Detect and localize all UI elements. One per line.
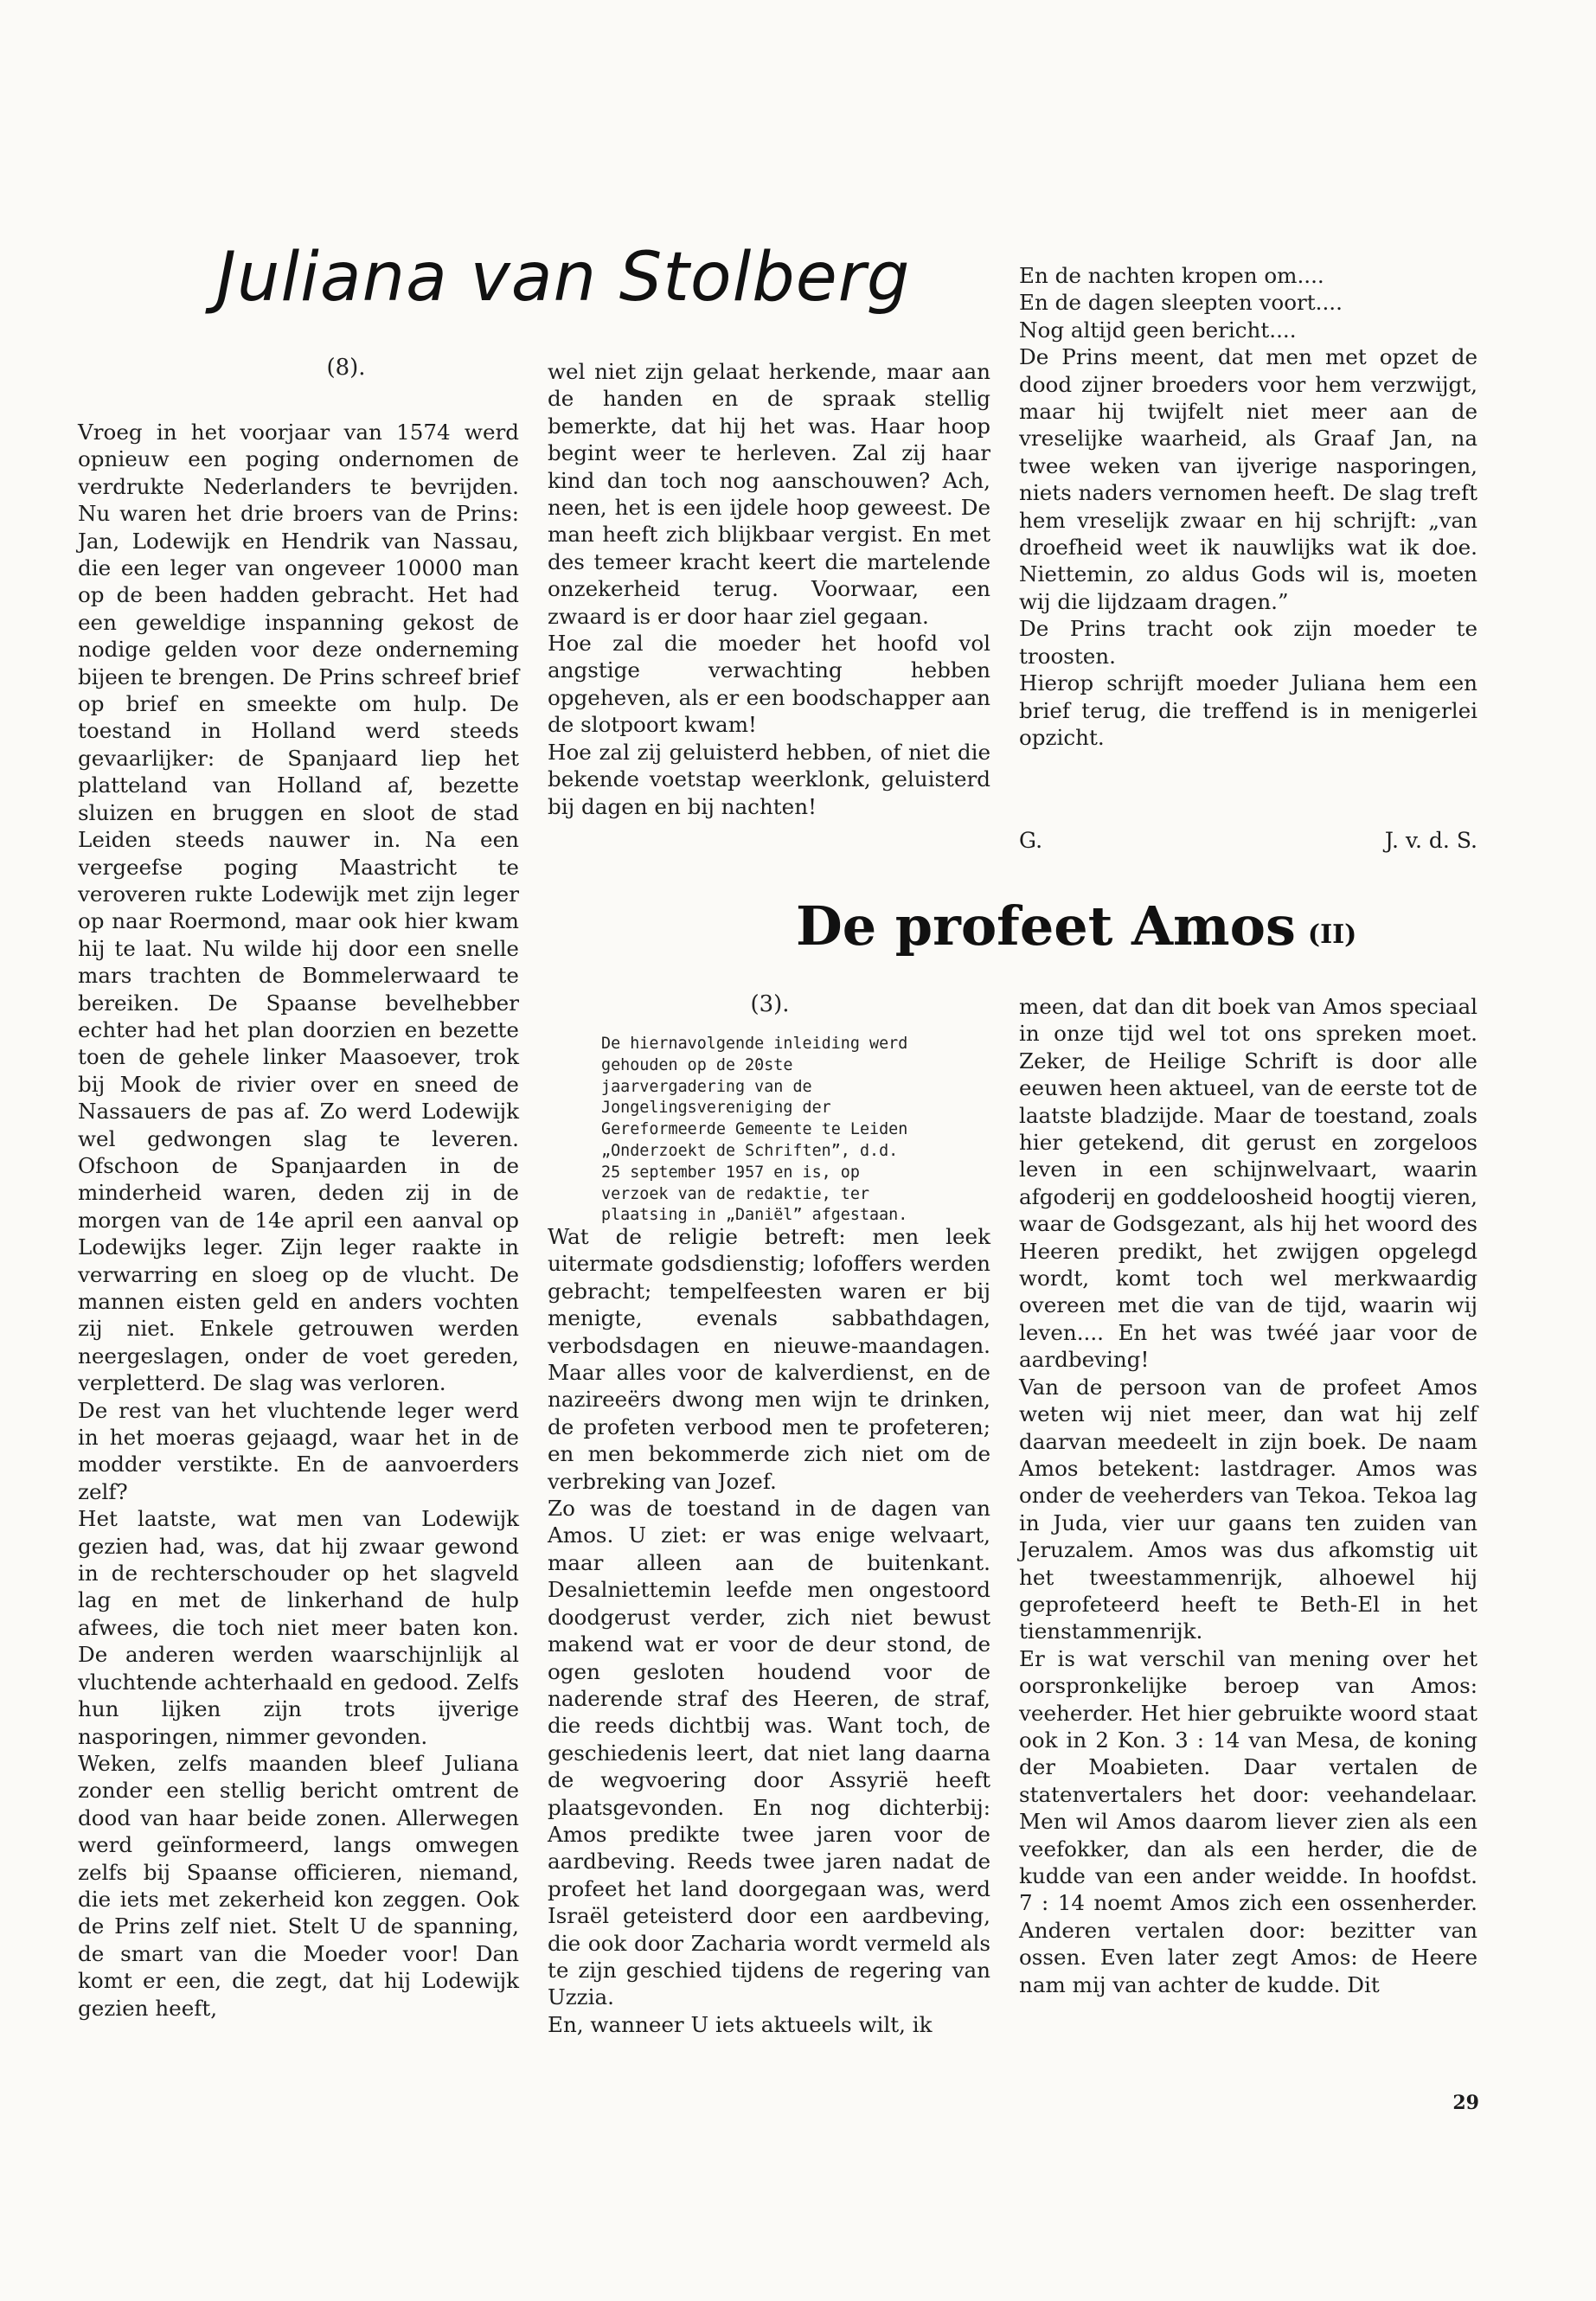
article2-column-2	[548, 1223, 990, 2038]
paragraph: De Prins tracht ook zijn moeder te troosten.	[1019, 616, 1477, 669]
paragraph: De rest van het vluchtende leger werd in het moeras gejaagd, waar het in de modder verstikte. En de aanvoerders zelf?	[78, 1397, 519, 1504]
paragraph: Het laatste, wat men van Lodewijk gezien had, was, dat hij zwaar gewond in de rechterschouder op het slagveld lag en met de linkerhand de hulp afwees, die toch niet meer baten kon. De anderen werden waarschijnlijk al vluchtende achterhaald en gedood. Zelfs hun lijken zijn trots ijverige nasporingen, nimmer gevonden.	[78, 1506, 519, 1749]
paragraph: Zo was de toestand in de dagen van Amos. U ziet: er was enige welvaart, maar alleen aan de buitenkant. Desalniettemin leefde men ongestoord doodgerust verder, zich niet bewust makend wat er voor de deur stond, de ogen gesloten houdend voor de naderende straf des Heeren, de straf, die reeds dichtbij was. Want toch, de geschiedenis leert, dat niet lang daarna de wegvoering door Assyrië heeft plaatsgevonden. En nog dichterbij: Amos predikte twee jaren voor de aardbeving. Reeds twee jaren nadat de profeet het land doorgegaan was, werd Israël geteisterd door een aardbeving, die ook door Zacharia wordt vermeld als te zijn geschied tijdens de regering van Uzzia.	[548, 1496, 990, 2010]
article1-part-number: (8).	[326, 355, 366, 381]
page-number: 29	[1452, 2092, 1479, 2114]
verse-line: Nog altijd geen bericht....	[1019, 317, 1297, 343]
paragraph: Hierop schrijft moeder Juliana hem een brief terug, die treffend is in menigerlei opzicht.	[1019, 670, 1477, 750]
article1-title: Juliana van Stolberg	[216, 239, 911, 317]
paragraph: Er is wat verschil van mening over het oorspronkelijke beroep van Amos: veeherder. Het hier gebruikte woord staat ook in 2 Kon. 3 : 14 van Mesa, de koning der Moabieten. Daar vertalen de statenvertalers het door: veehandelaar. Men wil Amos daarom liever zien als een veefokker, dan als een herder, die de kudde van een ander weidde. In hoofdst. 7 : 14 noemt Amos zich een ossenherder. Anderen vertalen door: bezitter van ossen. Even later zegt Amos: de Heere nam mij van achter de kudde. Dit	[1019, 1645, 1477, 1997]
paragraph: Wat de religie betreft: men leek uitermate godsdienstig; lofoffers werden gebracht; tempelfeesten waren er bij menigte, evenals sabbathdagen, verbodsdagen en nieuwe-maandagen. Maar alles voor de kalverdienst, en de nazireeërs dwong men wijn te drinken, de profeten verbood men te profeteren; en men bekommerde zich niet om de verbreking van Jozef.	[548, 1224, 990, 1494]
article1-signature	[1019, 827, 1477, 856]
verse-line: En de dagen sleepten voort....	[1019, 290, 1343, 316]
article2-title-text: De profeet Amos	[796, 894, 1296, 958]
paragraph: Hoe zal zij geluisterd hebben, of niet die bekende voetstap weerklonk, geluisterd bij dagen en bij nachten!	[548, 739, 990, 819]
paragraph: wel niet zijn gelaat herkende, maar aan de handen en de spraak stellig bemerkte, dat hij het was. Haar hoop begint weer te herleven. Zal zij haar kind dan toch nog aanschouwen? Ach, neen, het is een ijdele hoop geweest. De man heeft zich blijkbaar vergist. En met des temeer kracht keert die martelende onzekerheid terug. Voorwaar, een zwaard is er door haar ziel gegaan.	[548, 359, 990, 629]
paragraph: Vroeg in het voorjaar van 1574 werd opnieuw een poging ondernomen de verdrukte Nederlanders te bevrijden. Nu waren het drie broers van de Prins: Jan, Lodewijk en Hendrik van Nassau, die een leger van ongeveer 10000 man op de been hadden gebracht. Het had een geweldige inspanning gekost de nodige gelden voor deze onderneming bijeen te brengen. De Prins schreef brief op brief en smeekte om hulp. De toestand in Holland werd steeds gevaarlijker: de Spanjaard liep het platteland van Holland af, bezette sluizen en bruggen en sloot de stad Leiden steeds nauwer in. Na een vergeefse poging Maastricht te veroveren rukte Lodewijk met zijn leger op naar Roermond, maar ook hier kwam hij te laat. Nu wilde hij door een snelle mars trachten de Bommelerwaard te bereiken. De Spaanse bevelhebber echter had het plan doorzien en bezette toen de gehele linker Maasoever, trok bij Mook de rivier over en sneed de Nassauers de pas af. Zo werd Lodewijk wel gedwongen slag te leveren. Ofschoon de Spanjaarden in de minderheid waren, deden zij in de morgen van de 14e april een aanval op Lodewijks leger. Zijn leger raakte in verwarring en sloeg op de vlucht. De mannen eisten geld en anders vochten zij niet. Enkele getrouwen werden neergeslagen, onder de voet gereden, verpletterd. De slag was verloren.	[78, 420, 519, 1396]
article2-column-3	[1019, 993, 1477, 1998]
signature-author: J. v. d. S.	[1384, 828, 1477, 853]
signature-initial: G.	[1019, 828, 1043, 853]
paragraph: meen, dat dan dit boek van Amos speciaal in onze tijd wel tot ons spreken moet. Zeker, de Heilige Schrift is door alle eeuwen heen aktueel, van de eerste tot de laatste bladzijde. Maar de toestand, zoals hier getekend, dit gerust en zorgeloos leven in een schijnwelvaart, waarin afgoderij en goddeloosheid hoogtij vieren, waar de Godsgezant, als hij het woord des Heeren predikt, het zwijgen opgelegd wordt, komt toch wel merkwaardig overeen met die van de tijd, waarin wij leven.... En het was twéé jaar voor de aardbeving!	[1019, 994, 1477, 1373]
article2-part-number: (3).	[750, 991, 790, 1017]
article1-column-3	[1019, 262, 1477, 751]
article1-column-1	[78, 419, 519, 2022]
paragraph: En, wanneer U iets aktueels wilt, ik	[548, 2011, 933, 2037]
article2-title	[796, 894, 1401, 986]
paragraph: Weken, zelfs maanden bleef Juliana zonder een stellig bericht omtrent de dood van haar beide zonen. Allerwegen werd geïnformeerd, langs omwegen zelfs bij Spaanse officieren, niemand, die iets met zekerheid kon zeggen. Ook de Prins zelf niet. Stelt U de spanning, de smart van die Moeder voor! Dan komt er een, die zegt, dat hij Lodewijk gezien heeft,	[78, 1750, 519, 2021]
paragraph: Hoe zal die moeder het hoofd vol angstige verwachting hebben opgeheven, als er een boodschapper aan de slotpoort kwam!	[548, 631, 990, 738]
verse-line: En de nachten kropen om....	[1019, 263, 1324, 288]
article1-column-2	[548, 358, 990, 820]
article2-title-sub: (II)	[1307, 920, 1357, 950]
paragraph: Van de persoon van de profeet Amos weten wij niet meer, dan wat hij zelf daarvan meedeelt in zijn boek. De naam Amos betekent: lastdrager. Amos was onder de veeherders van Tekoa. Tekoa lag in Juda, vier uur gaans ten zuiden van Jeruzalem. Amos was dus afkomstig uit het tweestammenrijk, alhoewel hij geprofeteerd heeft te Beth-El in het tienstammenrijk.	[1019, 1374, 1477, 1644]
article2-intro-note: De hiernavolgende inleiding werd gehouden op de 20ste jaarvergadering van de Jongelingsvereniging der Gereformeerde Gemeente te Leiden „Onderzoekt de Schriften”, d.d. 25 september 1957 en is, op verzoek van de redaktie, ter plaatsing in „Daniël” afgestaan.	[601, 1035, 908, 1225]
paragraph: De Prins meent, dat men met opzet de dood zijner broeders voor hem verzwijgt, maar hij twijfelt niet meer aan de vreselijke waarheid, als Graaf Jan, na twee weken van ijverige nasporingen, niets naders vernomen heeft. De slag treft hem vreselijk zwaar en hij schrijft: „van droefheid weet ik nauwlijks wat ik doe. Niettemin, zo aldus Gods wil is, moeten wij die lijdzaam dragen.”	[1019, 344, 1477, 614]
